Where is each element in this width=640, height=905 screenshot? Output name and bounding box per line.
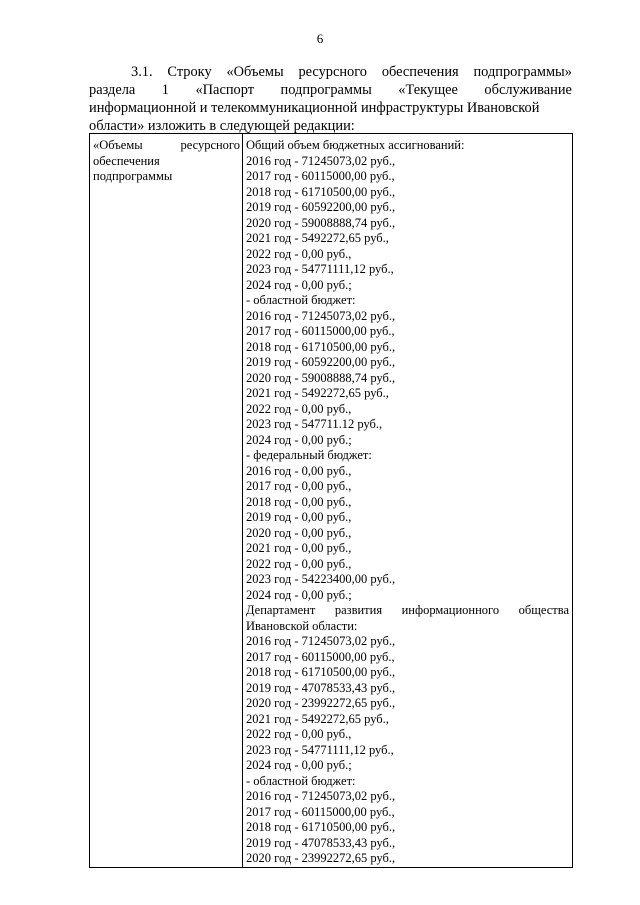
page-number: 6 (316, 31, 324, 46)
intro-line-2 (89, 81, 572, 99)
intro-word: 3.1. (131, 64, 153, 80)
funding-line: 2021 год - 5492272,65 руб., (246, 231, 389, 245)
funding-line: 2021 год - 0,00 руб., (246, 541, 352, 555)
funding-line: 2016 год - 71245073,02 руб., (246, 308, 396, 323)
funding-line: 2016 год - 0,00 руб., (246, 463, 352, 478)
intro-word: ресурсного (298, 64, 367, 80)
intro-word: «Текущее (398, 82, 458, 98)
funding-line: 2016 год - 71245073,02 руб., (246, 789, 396, 803)
funding-line: 2016 год - 71245073,02 руб., (246, 634, 396, 648)
funding-line: Общий объем бюджетных ассигнований: (246, 138, 465, 152)
intro-paragraph (89, 63, 572, 135)
funding-line: 2017 год - 60115000,00 руб., (246, 804, 395, 819)
funding-line: 2023 год - 54771111,12 руб., (246, 742, 394, 757)
intro-word: «Объемы (226, 64, 284, 80)
left-word: ресурсного (180, 138, 240, 152)
funding-line: 2024 год - 0,00 руб.; (246, 277, 352, 292)
intro-word: 1 (161, 82, 169, 98)
funding-line: 2019 год - 60592200,00 руб., (246, 200, 396, 214)
dept-word: развития (334, 603, 383, 617)
intro-line-3 (89, 99, 572, 117)
funding-line: 2019 год - 47078533,43 руб., (246, 680, 396, 695)
funding-line: 2017 год - 60115000,00 руб., (246, 324, 395, 338)
table-row (90, 134, 573, 868)
intro-word: раздела (89, 82, 136, 98)
funding-line: 2017 год - 60115000,00 руб., (246, 169, 395, 183)
funding-line: 2024 год - 0,00 руб.; (246, 432, 352, 447)
funding-line: 2024 год - 0,00 руб.; (246, 758, 352, 772)
funding-line: 2018 год - 61710500,00 руб., (246, 820, 396, 834)
funding-line: 2023 год - 54771111,12 руб., (246, 262, 394, 276)
intro-text: информационной и телекоммуникационной инфраструктуры Ивановской (89, 100, 540, 116)
funding-line: 2018 год - 61710500,00 руб., (246, 665, 396, 679)
funding-line: 2023 год - 54223400,00 руб., (246, 572, 396, 586)
funding-line: 2017 год - 60115000,00 руб., (246, 649, 395, 664)
intro-word: «Паспорт (195, 82, 255, 98)
funding-line: - федеральный бюджет: (246, 448, 372, 462)
funding-line: 2021 год - 5492272,65 руб., (246, 386, 389, 400)
dept-word: общества (518, 603, 569, 617)
dept-word: Департамент (246, 603, 316, 617)
funding-line: 2022 год - 0,00 руб., (246, 246, 352, 261)
funding-line: 2019 год - 60592200,00 руб., (246, 355, 396, 369)
right-cell (243, 134, 573, 868)
funding-line: 2018 год - 0,00 руб., (246, 494, 352, 509)
funding-line: 2020 год - 59008888,74 руб., (246, 215, 396, 230)
funding-line: - областной бюджет: (246, 293, 356, 307)
funding-line: 2020 год - 59008888,74 руб., (246, 370, 396, 385)
funding-line: 2018 год - 61710500,00 руб., (246, 184, 396, 199)
dept-line-1 (246, 603, 569, 619)
left-cell (90, 134, 243, 868)
intro-word: Строку (167, 64, 212, 80)
funding-line: 2024 год - 0,00 руб.; (246, 587, 352, 602)
funding-line: 2023 год - 547711.12 руб., (246, 417, 383, 431)
funding-line: 2020 год - 0,00 руб., (246, 525, 352, 540)
funding-line: 2022 год - 0,00 руб., (246, 556, 352, 571)
funding-line: 2017 год - 0,00 руб., (246, 479, 352, 493)
left-line-3: подпрограммы (93, 169, 173, 183)
left-line-2: обеспечения (93, 153, 160, 168)
dept-word: информационного (401, 603, 500, 617)
funding-line: 2020 год - 23992272,65 руб., (246, 851, 396, 865)
intro-word: обеспечения (381, 64, 459, 80)
funding-line: 2022 год - 0,00 руб., (246, 401, 352, 416)
funding-list-1 (246, 138, 569, 603)
funding-line: 2016 год - 71245073,02 руб., (246, 153, 396, 168)
funding-line: 2022 год - 0,00 руб., (246, 727, 352, 741)
funding-list-2 (246, 634, 569, 867)
left-line-1 (93, 138, 240, 154)
funding-line: 2020 год - 23992272,65 руб., (246, 696, 396, 710)
funding-line: 2019 год - 0,00 руб., (246, 510, 352, 524)
funding-line: 2019 год - 47078533,43 руб., (246, 835, 396, 850)
intro-word: обслуживание (484, 82, 572, 98)
dept-line-2: Ивановской области: (246, 618, 358, 633)
resource-table (89, 133, 573, 868)
funding-line: 2021 год - 5492272,65 руб., (246, 711, 389, 726)
intro-line-1 (89, 63, 572, 81)
intro-word: подпрограммы» (473, 64, 572, 80)
intro-text: области» изложить в следующей редакции: (89, 118, 355, 134)
funding-line: 2018 год - 61710500,00 руб., (246, 339, 396, 354)
intro-word: подпрограммы (280, 82, 372, 98)
left-word: «Объемы (93, 138, 143, 152)
funding-line: - областной бюджет: (246, 773, 356, 788)
